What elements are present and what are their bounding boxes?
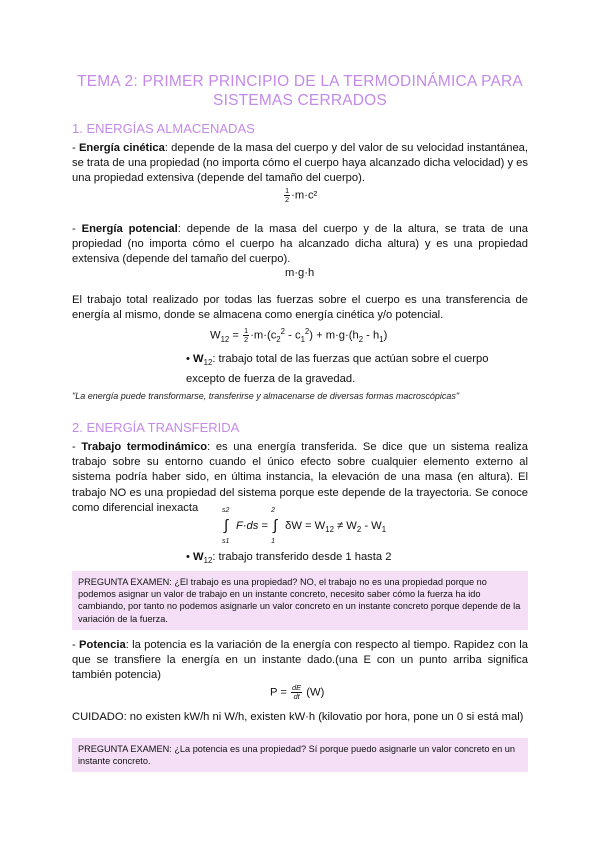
bullet-colon: :	[212, 353, 216, 365]
potential-prefix: -	[72, 223, 82, 235]
kinetic-energy-formula	[283, 187, 317, 204]
potential-energy-formula: m·g·h	[285, 267, 315, 279]
section-1-heading: 1. ENERGÍAS ALMACENADAS	[72, 121, 255, 136]
bullet-text: trabajo total de las fuerzas que actúan sobre el cuerpo excepto de fuerza de la gravedad.	[186, 353, 489, 386]
section-2-heading: 2. ENERGÍA TRANSFERIDA	[72, 420, 240, 435]
bullet-dot: •	[186, 353, 190, 365]
power-formula	[270, 684, 324, 701]
kinetic-fraction	[284, 187, 290, 204]
wf-r4-sub: 1	[379, 334, 384, 344]
power-lhs: P =	[270, 686, 291, 699]
int1-lower-limit: s1	[222, 538, 230, 545]
wf-den: 2	[244, 335, 249, 345]
bullet-term-2: W	[193, 551, 204, 563]
bullet-term-sub: 12	[203, 358, 213, 368]
int1-symbol: ∫	[224, 517, 229, 534]
kinetic-formula-rest: ·m·c²	[291, 189, 318, 202]
potential-energy-paragraph	[72, 222, 528, 268]
work-formula	[210, 327, 387, 344]
power-unit: (W)	[303, 686, 325, 699]
power-den: dt	[293, 692, 300, 701]
int2-lower-limit: 1	[271, 538, 276, 545]
caution-note: CUIDADO: no existen kW/h ni W/h, existen kW·h (kilovatio por hora, pone un 0 si está mal)	[72, 711, 524, 723]
power-text: : la potencia es la variación de la energía con respecto al tiempo. Rapidez con la que se transfiere la energía en un instante dado.(una E con un punto arriba significa también potencia)	[72, 639, 528, 682]
potential-term: Energía potencial	[81, 223, 178, 235]
thermo-work-paragraph	[72, 440, 528, 516]
int1-upper-limit: s2	[222, 507, 230, 514]
wf-r4: - h	[363, 329, 380, 342]
thermo-prefix: -	[72, 441, 82, 453]
title-line-2: SISTEMAS CERRADOS	[213, 92, 387, 109]
potential-text: : depende de la masa del cuerpo y de la altura, se trata de una propiedad (no importa cómo el cuerpo ha alcanzado dicha altura) y es una propiedad extensiva (depende del tamaño del cuerpo).	[72, 223, 528, 266]
wf-r1: ·m·(c	[250, 329, 277, 342]
wf-fraction	[243, 327, 249, 344]
wf-eq: =	[229, 329, 243, 342]
int-eq: =	[258, 519, 272, 532]
work-paragraph: El trabajo total realizado por todas las fuerzas sobre el cuerpo es una transferencia de energía al mismo, donde se almacena como energía cinética y/o potencial.	[72, 294, 528, 322]
transfer-bullet	[186, 549, 506, 569]
thermo-work-term: Trabajo termodinámico	[81, 441, 208, 453]
wf-r1-sup: 2	[280, 327, 286, 336]
bullet-text-2: trabajo transferido desde 1 hasta 2	[215, 551, 392, 563]
wf-lhs-sub: 12	[220, 334, 230, 344]
power-fraction	[291, 684, 302, 701]
int-minus: - W	[361, 519, 382, 532]
wf-r1-sub: 2	[276, 334, 281, 344]
wf-r2-sub: 1	[300, 334, 305, 344]
integral-sign-1	[222, 509, 236, 543]
w2-sub: 2	[356, 525, 362, 535]
power-prefix: -	[72, 639, 80, 651]
work-bullet	[186, 351, 506, 387]
wf-r2-sup: 2	[304, 327, 310, 336]
power-term: Potencia	[79, 639, 126, 651]
bullet-term: W	[193, 353, 204, 365]
int1-body: F·ds	[236, 519, 259, 532]
wf-num: 1	[244, 326, 249, 336]
power-num: dE	[292, 683, 302, 692]
title-line-1: TEMA 2: PRIMER PRINCIPIO DE LA TERMODINÁMICA PARA	[77, 73, 523, 90]
bullet-term-sub-2: 12	[203, 556, 213, 566]
int-neq: ≠ W	[333, 519, 357, 532]
wf-r5: )	[383, 329, 388, 342]
power-paragraph	[72, 638, 528, 684]
kinetic-prefix: -	[72, 142, 79, 154]
kinetic-term: Energía cinética	[78, 142, 165, 154]
document-title	[40, 72, 560, 110]
w12-sub: 12	[325, 525, 334, 535]
exam-question-box-power: PREGUNTA EXAMEN: ¿La potencia es una propiedad? Sí porque puedo asignarle un valor concreto en un instante concreto.	[72, 738, 528, 772]
integral-formula	[222, 509, 386, 543]
bullet-colon-2: :	[212, 551, 216, 563]
bullet-dot-2: •	[186, 551, 190, 563]
integral-sign-2	[271, 509, 285, 543]
int2-body: δW = W	[285, 519, 326, 532]
fraction-numerator: 1	[285, 186, 290, 195]
wf-lhs: W	[210, 329, 221, 342]
wf-r3: ) + m·g·(h	[309, 329, 359, 342]
kinetic-energy-paragraph	[72, 141, 528, 187]
int2-symbol: ∫	[273, 517, 278, 534]
w1-sub: 1	[381, 525, 387, 535]
int2-upper-limit: 2	[271, 507, 276, 514]
wf-r3-sub: 2	[358, 334, 364, 344]
thermo-work-text: : es una energía transferida. Se dice que un sistema realiza trabajo sobre su entorno cuando el único efecto sobre cualquier elemento externo al sistema podría haber sido, en última instancia, la elevación de una masa (en altura). El trabajo NO es una propiedad del sistema porque este depende de la trayectoria. Se conoce como diferencial inexacta	[72, 441, 528, 514]
energy-quote: "La energía puede transformarse, transferirse y almacenarse de diversas formas macroscópicas"	[72, 391, 460, 401]
kinetic-text: : depende de la masa del cuerpo y del valor de su velocidad instantánea, se trata de una propiedad (no importa cómo el cuerpo haya alcanzado dicha velocidad) y es una propiedad extensiva (depende del tamaño del cuerpo).	[72, 142, 528, 185]
wf-r2: - c	[285, 329, 301, 342]
exam-question-box-work: PREGUNTA EXAMEN: ¿El trabajo es una propiedad? NO, el trabajo no es una propiedad porque no podemos asignar un valor de trabajo en un instante concreto, necesito saber cómo la fuerza ha ido cambiando, por tanto no podemos asignarle un valor concreto en un instante concreto porque depende de la variación de la fuerza.	[72, 571, 528, 630]
fraction-denominator: 2	[285, 195, 290, 204]
